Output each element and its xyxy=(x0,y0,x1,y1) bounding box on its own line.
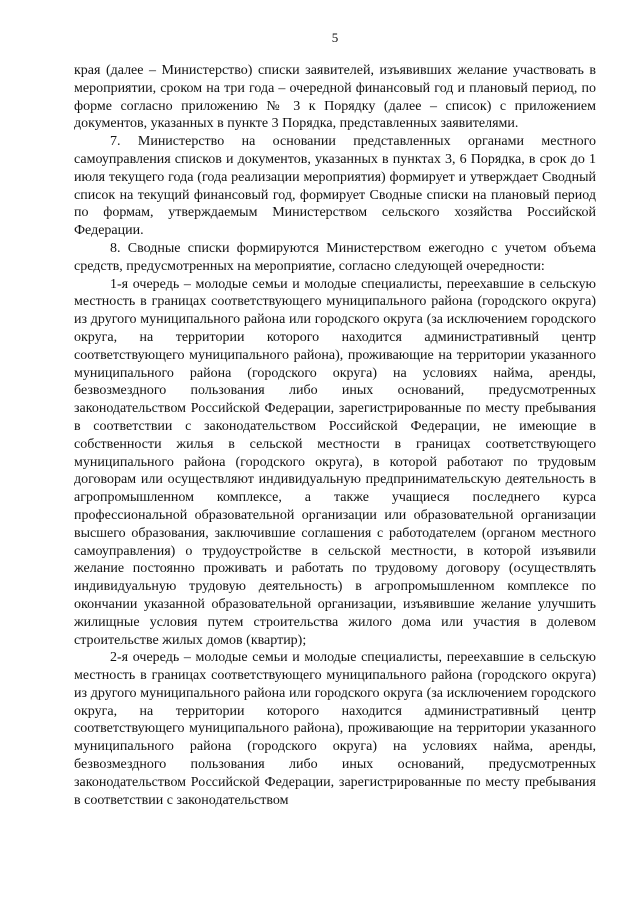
document-body xyxy=(74,62,596,809)
page-number: 5 xyxy=(331,30,339,45)
paragraph-continuation: края (далее – Министерство) списки заявителей, изъявивших желание участвовать в мероприятии, сроком на три года – очередной финансовый год и плановый период, по форме согласно приложению № 3 к Порядку (далее – список) с приложением документов, указанных в пункте 3 Порядка, представленных заявителями. xyxy=(74,63,596,132)
paragraph-priority-2: 2-я очередь – молодые семьи и молодые специалисты, переехавшие в сельскую местность в границах соответствующего муниципального района (городского округа) из другого муниципального района или городского округа (за исключением городского округа, на территории которого находится административный центр соответствующего муниципального района), проживающие на территории указанного муниципального района (городского округа) на условиях найма, аренды, безвозмездного пользования либо иных оснований, предусмотренных законодательством Российской Федерации, зарегистрированные по месту пребывания в соответствии с законодательством xyxy=(74,650,596,808)
paragraph-item-7: 7. Министерство на основании представленных органами местного самоуправления списков и документов, указанных в пунктах 3, 6 Порядка, в срок до 1 июля текущего года (года реализации мероприятия) формирует и утверждает Сводный список на текущий финансовый год, формирует Сводные списки на плановый период по формам, утверждаемым Министерством сельского хозяйства Российской Федерации. xyxy=(74,134,596,239)
paragraph-item-8: 8. Сводные списки формируются Министерством ежегодно с учетом объема средств, предусмотренных на мероприятие, согласно следующей очередности: xyxy=(74,240,596,274)
paragraph-priority-1: 1-я очередь – молодые семьи и молодые специалисты, переехавшие в сельскую местность в границах соответствующего муниципального района (городского округа) из другого муниципального района или городского округа (за исключением городского округа, на территории которого находится административный центр соответствующего муниципального района), проживающие на территории указанного муниципального района (городского округа) на условиях найма, аренды, безвозмездного пользования либо иных оснований, предусмотренных законодательством Российской Федерации, зарегистрированные по месту пребывания в соответствии с законодательством Российской Федерации, не имеющие в собственности жилья в сельской местности в границах соответствующего муниципального района (городского округа), в которой работают по трудовым договорам или осуществляют индивидуальную предпринимательскую деятельность в агропромышленном комплексе, а также учащиеся последнего курса профессиональной образовательной организации или образовательной организации высшего образования, заключившие соглашения с работодателем (органом местного самоуправления) о трудоустройстве в сельской местности, в которой изъявили желание постоянно проживать и работать по трудовому договору (осуществлять индивидуальную трудовую деятельность) в агропромышленном комплексе по окончании указанной образовательной организации, изъявившие желание улучшить жилищные условия путем строительства жилого дома или участия в долевом строительстве жилых домов (квартир); xyxy=(74,276,596,648)
